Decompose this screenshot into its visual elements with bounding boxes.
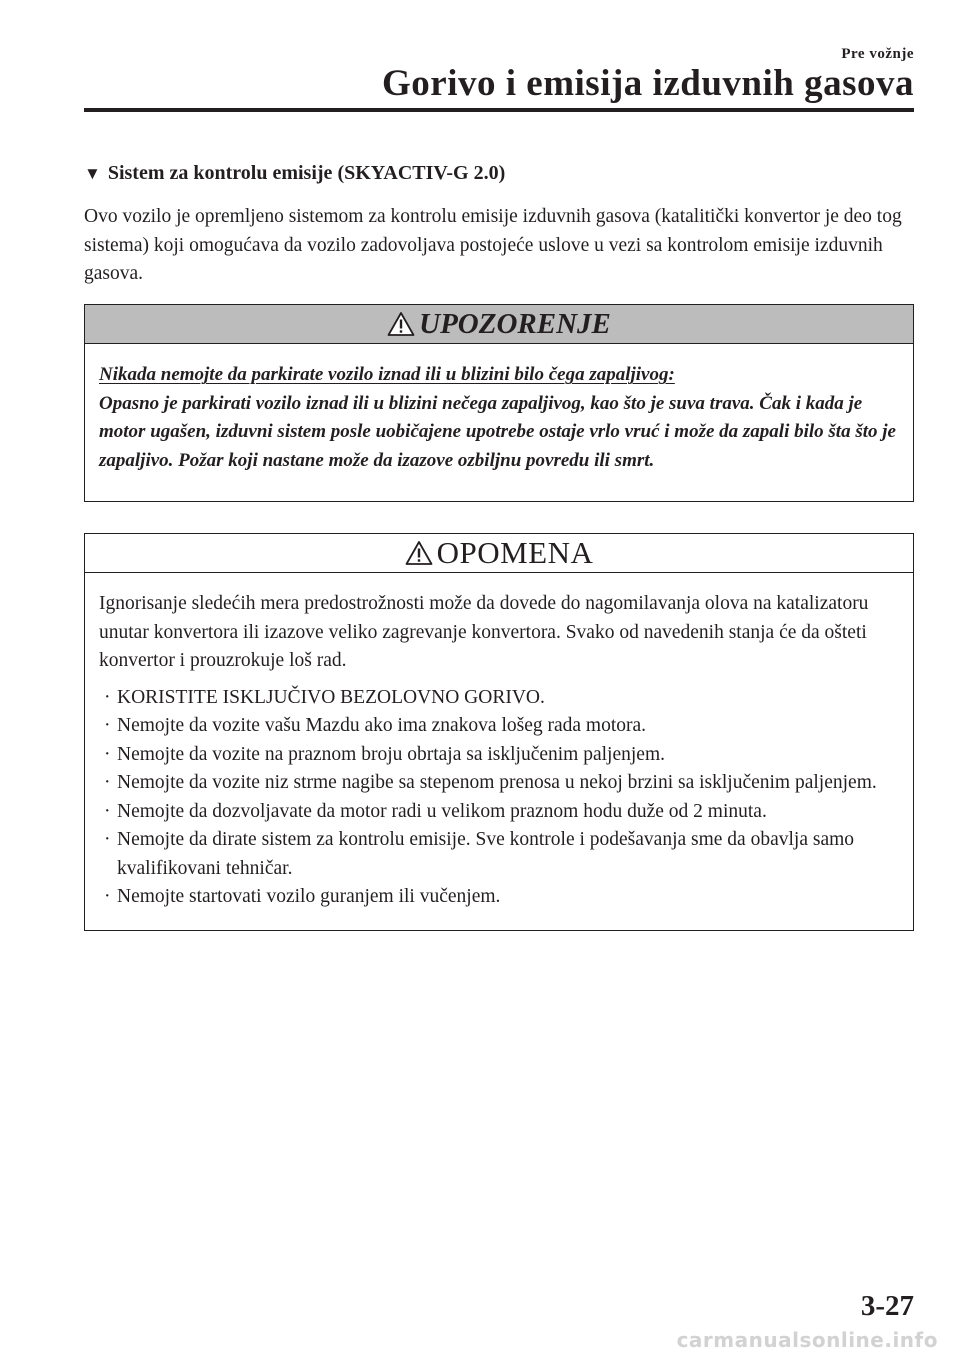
caution-title: OPOMENA xyxy=(436,535,594,570)
list-item: · Nemojte da vozite na praznom broju obrtaja sa isključenim paljenjem. xyxy=(99,741,899,770)
list-item: · Nemojte da vozite vašu Mazdu ako ima znakova lošeg rada motora. xyxy=(99,712,899,741)
header-rule xyxy=(84,108,914,112)
list-item: · KORISTITE ISKLJUČIVO BEZOLOVNO GORIVO. xyxy=(99,684,899,713)
caution-intro: Ignorisanje sledećih mera predostrožnosti može da dovede do nagomilavanja olova na katalizatoru unutar konvertora ili izazove veliko zagrevanje konvertora. Svako od navedenih stanja će da ošteti konvertor i prouzrokuje loš rad. xyxy=(99,593,869,671)
bullet: · xyxy=(104,829,111,850)
caution-box xyxy=(84,533,914,931)
caution-list xyxy=(99,684,899,912)
warning-body xyxy=(85,344,913,475)
list-item: · Nemojte da dirate sistem za kontrolu emisije. Sve kontrole i podešavanja sme da obavlja samo kvalifikovani tehničar. xyxy=(99,826,899,883)
caution-header xyxy=(85,534,913,573)
watermark: carmanualsonline.info xyxy=(676,1328,938,1352)
list-item: · Nemojte startovati vozilo guranjem ili vučenjem. xyxy=(99,883,899,912)
warning-triangle-icon xyxy=(387,311,415,337)
list-item: · Nemojte da dozvoljavate da motor radi u velikom praznom hodu duže od 2 minuta. xyxy=(99,798,899,827)
caution-body xyxy=(85,573,913,912)
bullet: · xyxy=(104,686,111,708)
bullet: · xyxy=(104,715,111,736)
section-heading xyxy=(84,162,505,185)
warning-header xyxy=(85,305,913,344)
warning-triangle-icon xyxy=(405,540,433,566)
page-number: 3-27 xyxy=(860,1290,914,1322)
section-body-text: Ovo vozilo je opremljeno sistemom za kontrolu emisije izduvnih gasova (katalitički konvertor je deo tog sistema) koji omogućava da vozilo zadovoljava postojeće uslove u vezi sa kontrolom emisije izduvnih gasova. xyxy=(84,206,902,284)
warning-title: UPOZORENJE xyxy=(419,307,611,340)
warning-text: Opasno je parkirati vozilo iznad ili u blizini nečega zapaljivog, kao što je suva trava. Čak i kada je motor ugašen, izduvni sistem posle uobičajene upotrebe ostaje vrlo vruć i može da zapali bilo šta što je zapaljivo. Požar koji nastane može da izazove ozbiljnu povredu ili smrt. xyxy=(99,392,896,471)
list-item: · Nemojte da vozite niz strme nagibe sa stepenom prenosa u nekoj brzini sa isključenim paljenjem. xyxy=(99,769,899,798)
bullet: · xyxy=(104,743,111,765)
bullet: · xyxy=(104,800,111,822)
section-marker-icon: ▼ xyxy=(84,164,101,183)
page-title: Gorivo i emisija izduvnih gasova xyxy=(382,63,914,104)
warning-box xyxy=(84,304,914,502)
chapter-label: Pre vožnje xyxy=(841,46,914,62)
section-heading-text: Sistem za kontrolu emisije (SKYACTIV-G 2.0) xyxy=(107,162,506,184)
bullet: · xyxy=(104,886,111,907)
bullet: · xyxy=(104,772,111,793)
warning-lead: Nikada nemojte da parkirate vozilo iznad ili u blizini bilo čega zapaljivog: xyxy=(99,364,675,385)
